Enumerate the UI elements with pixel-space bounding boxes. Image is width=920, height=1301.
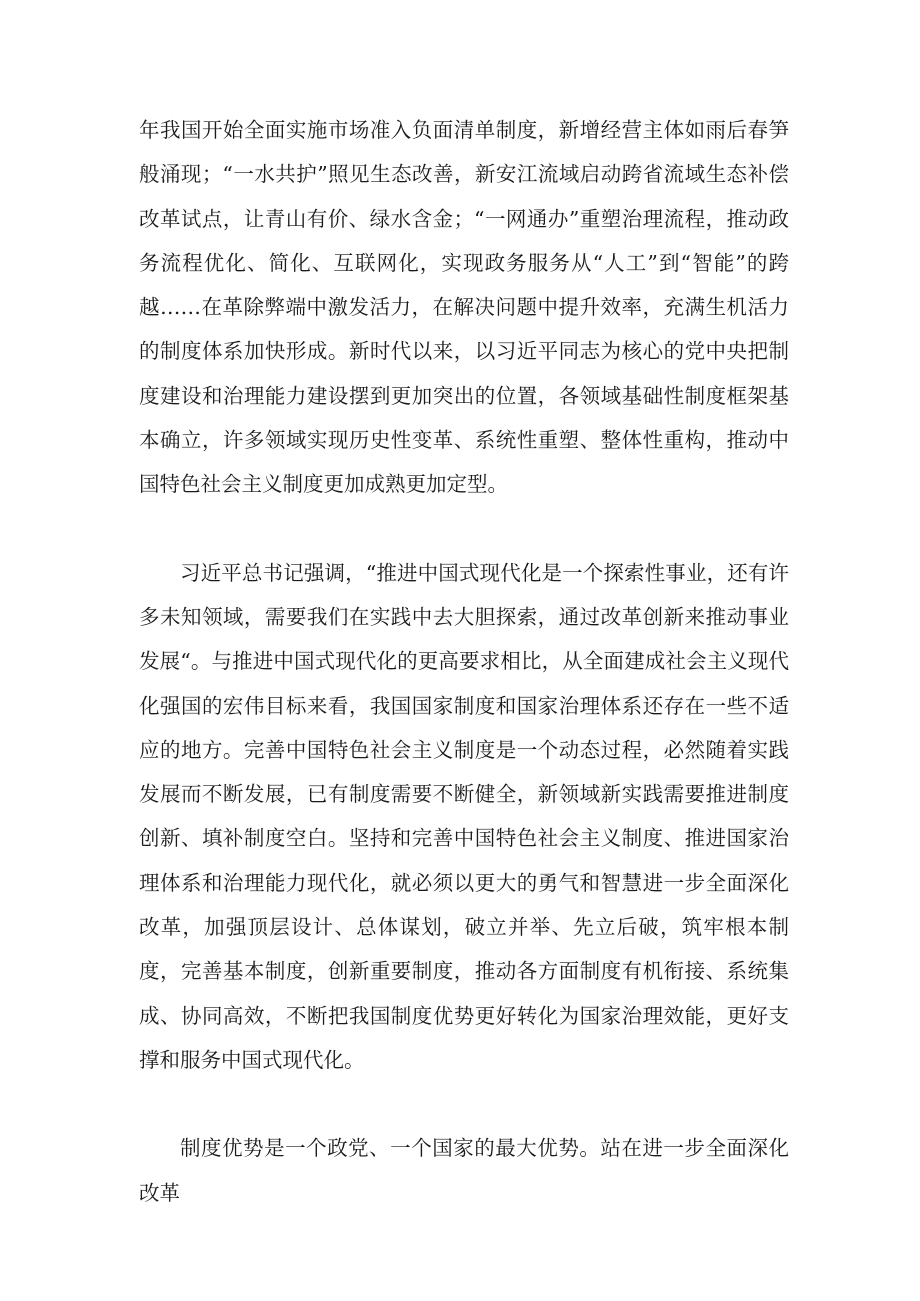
paragraph-gap (139, 1082, 789, 1126)
paragraph-2: 习近平总书记强调，“推进中国式现代化是一个探索性事业，还有许多未知领域，需要我们在实践中去大胆探索，通过改革创新来推动事业发展“。与推进中国式现代化的更高要求相比，从全面建成社会主义现代化强国的宏伟目标来看，我国国家制度和国家治理体系还存在一些不适应的地方。完善中国特色社会主义制度是一个动态过程，必然随着实践发展而不断发展，已有制度需要不断健全，新领域新实践需要推进制度创新、填补制度空白。坚持和完善中国特色社会主义制度、推进国家治理体系和治理能力现代化，就必须以更大的勇气和智慧进一步全面深化改革，加强顶层设计、总体谋划，破立并举、先立后破，筑牢根本制度，完善基本制度，创新重要制度，推动各方面制度有机衔接、系统集成、协同高效，不断把我国制度优势更好转化为国家治理效能，更好支撑和服务中国式现代化。 (139, 560, 789, 1072)
document-body (139, 108, 789, 1215)
paragraph-1: 年我国开始全面实施市场准入负面清单制度，新增经营主体如雨后春笋般涌现；“一水共护”照见生态改善，新安江流域启动跨省流域生态补偿改革试点，让青山有价、绿水含金；“一网通办”重塑治理流程，推动政务流程优化、简化、互联网化，实现政务服务从“人工”到“智能”的跨越……在革除弊端中激发活力，在解决问题中提升效率，充满生机活力的制度体系加快形成。新时代以来，以习近平同志为核心的党中央把制度建设和治理能力建设摆到更加突出的位置，各领域基础性制度框架基本确立，许多领域实现历史性变革、系统性重塑、整体性重构，推动中国特色社会主义制度更加成熟更加定型。 (139, 118, 789, 497)
paragraph-3: 制度优势是一个政党、一个国家的最大优势。站在进一步全面深化改革 (139, 1136, 789, 1205)
paragraph-gap (139, 507, 789, 551)
